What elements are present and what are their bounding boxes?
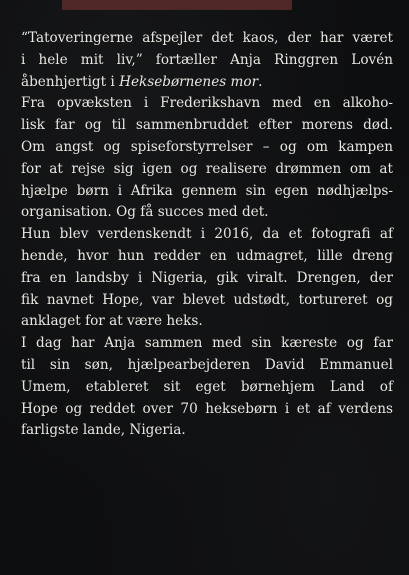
blurb-line: fra en landsby i Nigeria, gik viralt. Drengen, der bbox=[21, 269, 393, 286]
blurb-line: organisation. Og få succes med det. bbox=[21, 204, 269, 221]
blurb-line: anklaget for at være heks. bbox=[21, 313, 203, 330]
blurb-line: Umem, etableret sit eget børnehjem Land of bbox=[21, 378, 393, 395]
blurb-line: lisk far og til sammenbruddet efter morens død. bbox=[21, 117, 393, 134]
cover-top-strip bbox=[62, 0, 292, 10]
blurb-line: Hun blev verdenskendt i 2016, da et fotografi af bbox=[21, 226, 393, 243]
blurb-line: Om angst og spiseforstyrrelser – og om kampen bbox=[21, 138, 393, 155]
blurb-line: Hope og reddet over 70 heksebørn i et af verdens bbox=[21, 400, 393, 417]
blurb-line: hjælpe børn i Afrika gennem sin egen nødhjælps- bbox=[21, 182, 393, 199]
blurb-text bbox=[21, 28, 393, 442]
blurb-line bbox=[21, 72, 393, 94]
blurb-line: i hele mit liv,” fortæller Anja Ringgren Lovén bbox=[21, 51, 393, 68]
blurb-line: “Tatoveringerne afspejler det kaos, der har været bbox=[21, 30, 393, 46]
blurb-text-segment: åbenhjertigt i bbox=[21, 73, 120, 90]
blurb-line: farligste lande, Nigeria. bbox=[21, 422, 186, 439]
blurb-line: til sin søn, hjælpearbejderen David Emmanuel bbox=[21, 356, 393, 373]
blurb-line: hende, hvor hun redder en udmagret, lille dreng bbox=[21, 247, 393, 264]
blurb-line: I dag har Anja sammen med sin kæreste og far bbox=[21, 335, 393, 352]
blurb-line: fik navnet Hope, var blevet udstødt, tortureret og bbox=[21, 291, 393, 308]
blurb-line: for at rejse sig igen og realisere drømmen om at bbox=[21, 160, 393, 177]
book-title: Heksebørnenes mor bbox=[119, 73, 259, 90]
blurb-text-segment: . bbox=[258, 73, 263, 90]
blurb-line: Fra opvæksten i Frederikshavn med en alkoho- bbox=[21, 95, 393, 112]
